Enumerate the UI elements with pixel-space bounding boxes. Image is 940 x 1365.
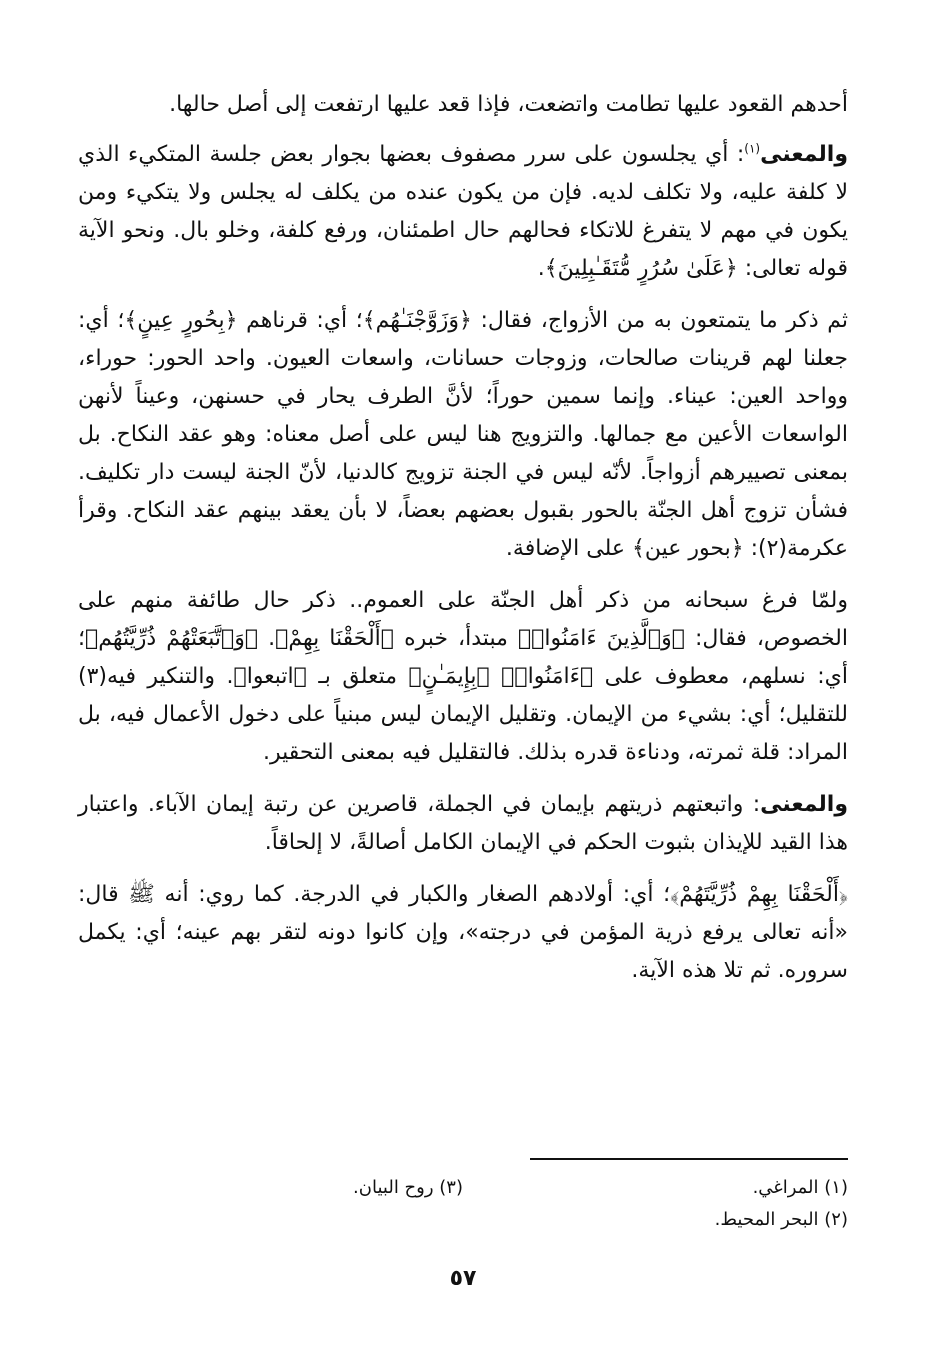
footnote-column-left (78, 1172, 463, 1236)
paragraph-2 (78, 136, 848, 288)
paragraph-1 (78, 86, 848, 124)
footnote-divider (530, 1158, 848, 1160)
footnote-2: (٢) البحر المحيط. (714, 1209, 848, 1230)
paragraph-1-text: أحدهم القعود عليها تطامت واتضعت، فإذا قعد عليها ارتفعت إلى أصل حالها. (169, 92, 848, 117)
paragraph-2-text: : أي يجلسون على سرر مصفوف بعضها بجوار بعض جلسة المتكيء الذي لا كلفة عليه، ولا تكلف لديه. فإن من يكون عنده من يكلف له يجلس ولا يتكيء ومن يكون في مهم لا يتفرغ للاتكاء فحالهم حال اطمئنان، ورفع كلفة، وخلو بال. ونحو الآية قوله تعالى: ﴿عَلَىٰ سُرُرٍ مُّتَقَـٰبِلِينَ﴾. (78, 142, 848, 281)
book-page (78, 86, 848, 1326)
footnotes (78, 1158, 848, 1236)
page-number: ٥٧ (449, 1266, 477, 1291)
paragraph-4 (78, 582, 848, 772)
paragraph-4-text: ولمّا فرغ سبحانه من ذكر أهل الجنّة على العموم.. ذكر حال طائفة منهم على الخصوص، فقال: ﴿وَٱلَّذِينَ ءَامَنُوا۟﴾ مبتدأ، خبره ﴿أَلْحَقْنَا بِهِمْ﴾. ﴿وَٱتَّبَعَتْهُمْ ذُرِّيَّتُهُم﴾؛ أي: نسلهم، معطوف على ﴿ءَامَنُوا۟﴾ ﴿بِإِيمَـٰنٍ﴾ متعلق بـ ﴿اتبعوا﴾. والتنكير فيه(٣) للتقليل؛ أي: بشيء من الإيمان. وتقليل الإيمان ليس مبنياً على دخول الأعمال فيه، بل المراد: قلة ثمرته، ودناءة قدره بذلك. فالتقليل فيه بمعنى التحقير. (78, 588, 848, 765)
paragraph-6-text: ﴿أَلْحَقْنَا بِهِمْ ذُرِّيَّتَهُمْ﴾؛ أي: أولادهم الصغار والكبار في الدرجة. كما روي: أنه ﷺ قال: «أنه تعالى يرفع ذرية المؤمن في درجته»، وإن كانوا دونه لتقر بهم عينه؛ أي: يكمل سروره. ثم تلا هذه الآية. (78, 882, 848, 983)
footnote-columns (78, 1172, 848, 1236)
paragraph-5-text: : واتبعتهم ذريتهم بإيمان في الجملة، قاصرين عن رتبة إيمان الآباء. واعتبار هذا القيد للإيذان بثبوت الحكم في الإيمان الكامل أصالةً، لا إلحاقاً. (78, 792, 848, 855)
footnote-3: (٣) روح البيان. (353, 1177, 463, 1198)
paragraph-3 (78, 302, 848, 568)
paragraph-3-text: ثم ذكر ما يتمتعون به من الأزواج، فقال: ﴿وَزَوَّجْنَـٰهُم﴾؛ أي: قرناهم ﴿بِحُورٍ عِينٍ﴾؛ أي: جعلنا لهم قرينات صالحات، وزوجات حسانات، واسعات العيون. واحد الحور: حوراء، وواحد العين: عيناء. وإنما سمين حوراً؛ لأنَّ الطرف يحار في حسنهن، وعيناً لأنهن الواسعات الأعين مع جمالها. والتزويج هنا ليس على أصل معناه: وهو عقد النكاح. بل بمعنى تصييرهم أزواجاً. لأنّه ليس في الجنة تزويج كالدنيا، لأنّ الجنة ليست دار تكليف. فشأن تزوج أهل الجنّة بالحور بقبول بعضهم بعضاً، لا بأن يعقد بينهم عقد النكاح. وقرأ عكرمة(٢): ﴿بحور عين﴾ على الإضافة. (78, 308, 848, 561)
paragraph-5 (78, 786, 848, 862)
footnote-column-right (463, 1172, 848, 1236)
paragraph-5-lead: والمعنى (760, 792, 848, 817)
paragraph-6 (78, 876, 848, 990)
paragraph-2-lead: والمعنى (760, 142, 848, 167)
footnote-1: (١) المراغي. (752, 1177, 848, 1198)
footnote-ref-1: (١) (744, 141, 761, 156)
